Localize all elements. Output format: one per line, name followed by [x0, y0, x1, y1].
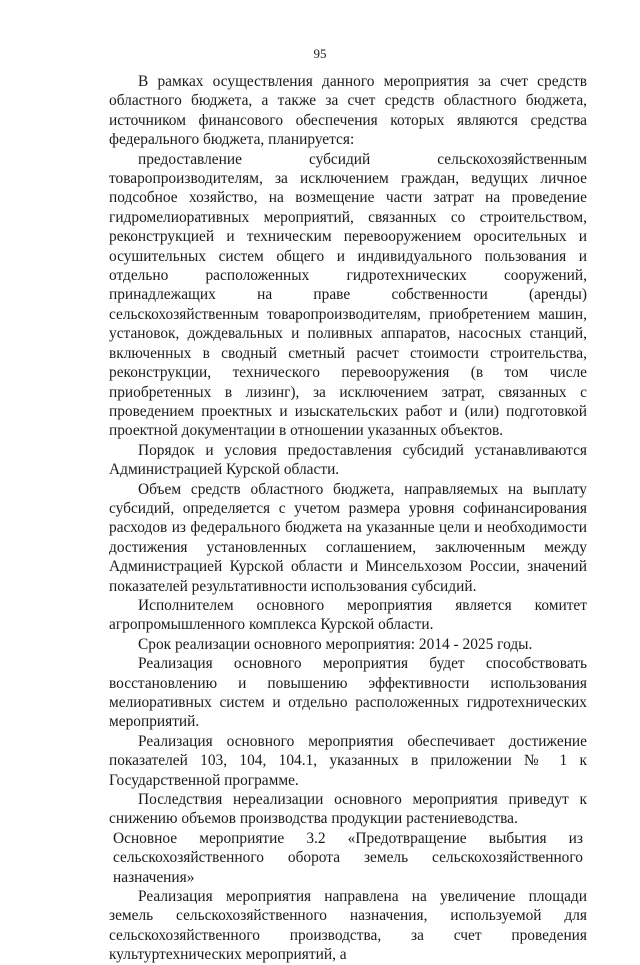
paragraph-term: Срок реализации основного мероприятия: 2014 - 2025 годы.: [138, 635, 533, 653]
paragraph-indicators: Реализация основного мероприятия обеспечивает достижение показателей 103, 104, 104.1, указанных в приложении № 1 к Государственной программе.: [109, 732, 587, 789]
section-heading: Основное мероприятие 3.2 «Предотвращение выбытия из сельскохозяйственного оборота земель сельскохозяйственного назначения»: [113, 829, 583, 886]
document-body: [109, 72, 587, 965]
paragraph-implementation: Реализация мероприятия направлена на увеличение площади земель сельскохозяйственного назначения, используемой для сельскохозяйственного производства, за счет проведения культуртехнических мероприятий, а: [109, 888, 587, 964]
paragraph-consequences: Последствия нереализации основного мероприятия приведут к снижению объемов производства продукции растениеводства.: [109, 791, 587, 828]
paragraph-subsidies: предоставление субсидий сельскохозяйственным товаропроизводителям, за исключением граждан, ведущих личное подсобное хозяйство, на возмещение части затрат на проведение гидромелиоративных мероприятий, связанных со строительством, реконструкцией и техническим перевооружением оросительных и осушительных систем общего и индивидуального пользования и отдельно расположенных гидротехнических сооружений, принадлежащих на праве собственности (аренды) сельскохозяйственным товаропроизводителям, приобретением машин, установок, дождевальных и поливных аппаратов, насосных станций, включенных в сводный сметный расчет стоимости строительства, реконструкции, технического перевооружения (в том числе приобретенных в лизинг), за исключением затрат, связанных с проведением проектных и изыскательских работ и (или) подготовкой проектной документации в отношении указанных объектов.: [109, 150, 587, 440]
page-number: 95: [313, 46, 327, 61]
paragraph-procedure: Порядок и условия предоставления субсидий устанавливаются Администрацией Курской области.: [109, 441, 587, 479]
paragraph-intro: В рамках осуществления данного мероприятия за счет средств областного бюджета, а также за счет средств областного бюджета, источником финансового обеспечения которых являются средства федерального бюджета, планируется:: [109, 73, 587, 149]
paragraph-executor: Исполнителем основного мероприятия является комитет агропромышленного комплекса Курской области.: [109, 596, 587, 634]
paragraph-budget-volume: Объем средств областного бюджета, направляемых на выплату субсидий, определяется с учетом размера уровня софинансирования расходов из федерального бюджета на указанные цели и необходимости достижения установленных соглашением, заключенным между Администрацией Курской области и Минсельхозом России, значений показателей результативности использования субсидий.: [109, 480, 587, 595]
paragraph-effect: Реализация основного мероприятия будет способствовать восстановлению и повышению эффективности использования мелиоративных систем и отдельно расположенных гидротехнических мероприятий.: [109, 655, 587, 731]
